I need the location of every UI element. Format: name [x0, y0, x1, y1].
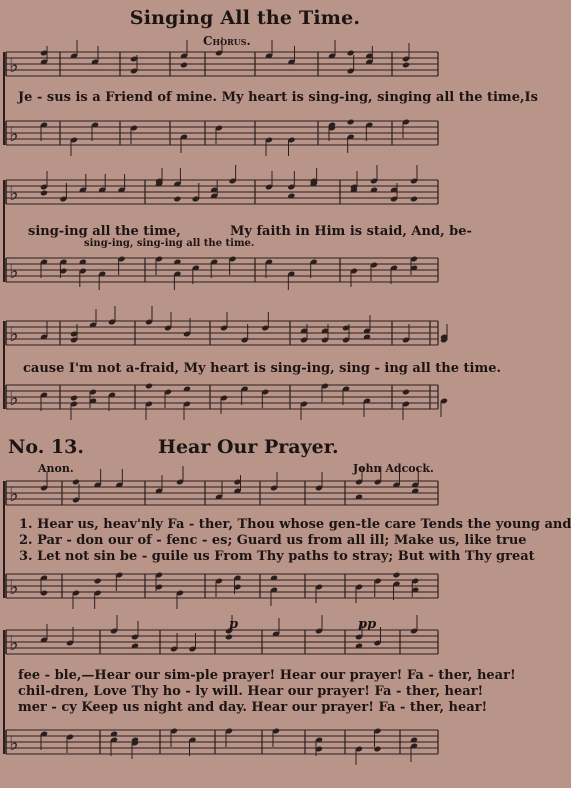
song-title: Hear Our Prayer. [158, 436, 339, 458]
dynamic-marking: p [229, 617, 239, 632]
bass-clef: ♭ [9, 575, 19, 599]
verse-line: 1. Hear us, heav'nly Fa - ther, Thou whose gen-tle care Tends the young and [19, 517, 571, 532]
dynamic-marking: pp [358, 617, 377, 632]
treble-clef: ♭ [9, 322, 19, 346]
composer-credit: John Adcock. [353, 462, 434, 475]
note-head [392, 572, 400, 579]
treble-clef: ♭ [9, 53, 19, 77]
treble-clef: ♭ [9, 482, 19, 506]
note-head [402, 62, 410, 69]
treble-clef: ♭ [9, 181, 19, 205]
verse-line: chil-dren, Love Thy ho - ly will. Hear our prayer! Fa - ther, hear! [18, 684, 484, 699]
bass-clef: ♭ [9, 386, 19, 410]
note-head [180, 62, 188, 69]
bass-clef: ♭ [9, 259, 19, 283]
verse-line: 2. Par - don our of - fenc - es; Guard us from all ill; Make us, like true [19, 533, 527, 548]
treble-clef: ♭ [9, 631, 19, 655]
note-head [70, 395, 78, 402]
song-title: Singing All the Time. [129, 7, 361, 29]
note-head [145, 383, 153, 390]
note-head [173, 196, 181, 203]
verse-line: 3. Let not sin be - guile us From Thy paths to stray; But with Thy great [19, 549, 535, 564]
verse-line: mer - cy Keep us night and day. Hear our prayer! Fa - ther, hear! [18, 700, 488, 715]
section-label: Chorus. [203, 34, 251, 48]
note-head [40, 190, 48, 197]
echo-lyric-line: sing-ing, sing-ing all the time. [84, 238, 255, 249]
bass-clef: ♭ [9, 122, 19, 146]
lyric-line: cause I'm not a-fraid, My heart is sing-ing, sing - ing all the time. [23, 361, 501, 376]
author-credit: Anon. [38, 462, 74, 475]
note-head [94, 578, 102, 585]
bass-clef: ♭ [9, 731, 19, 755]
note-head [402, 389, 410, 396]
hymn-number: No. 13. [8, 436, 84, 458]
note-head [225, 634, 233, 641]
verse-line: fee - ble,—Hear our sim-ple prayer! Hear our prayer! Fa - ther, hear! [18, 668, 516, 683]
note-head [347, 119, 355, 126]
lyric-line: Je - sus is a Friend of mine. My heart is sing-ing, singing all the time,Is [18, 90, 538, 105]
lyric-line: My faith in Him is staid, And, be- [230, 224, 472, 239]
lyric-line: sing-ing all the time, [28, 224, 181, 239]
note-head [410, 196, 418, 203]
